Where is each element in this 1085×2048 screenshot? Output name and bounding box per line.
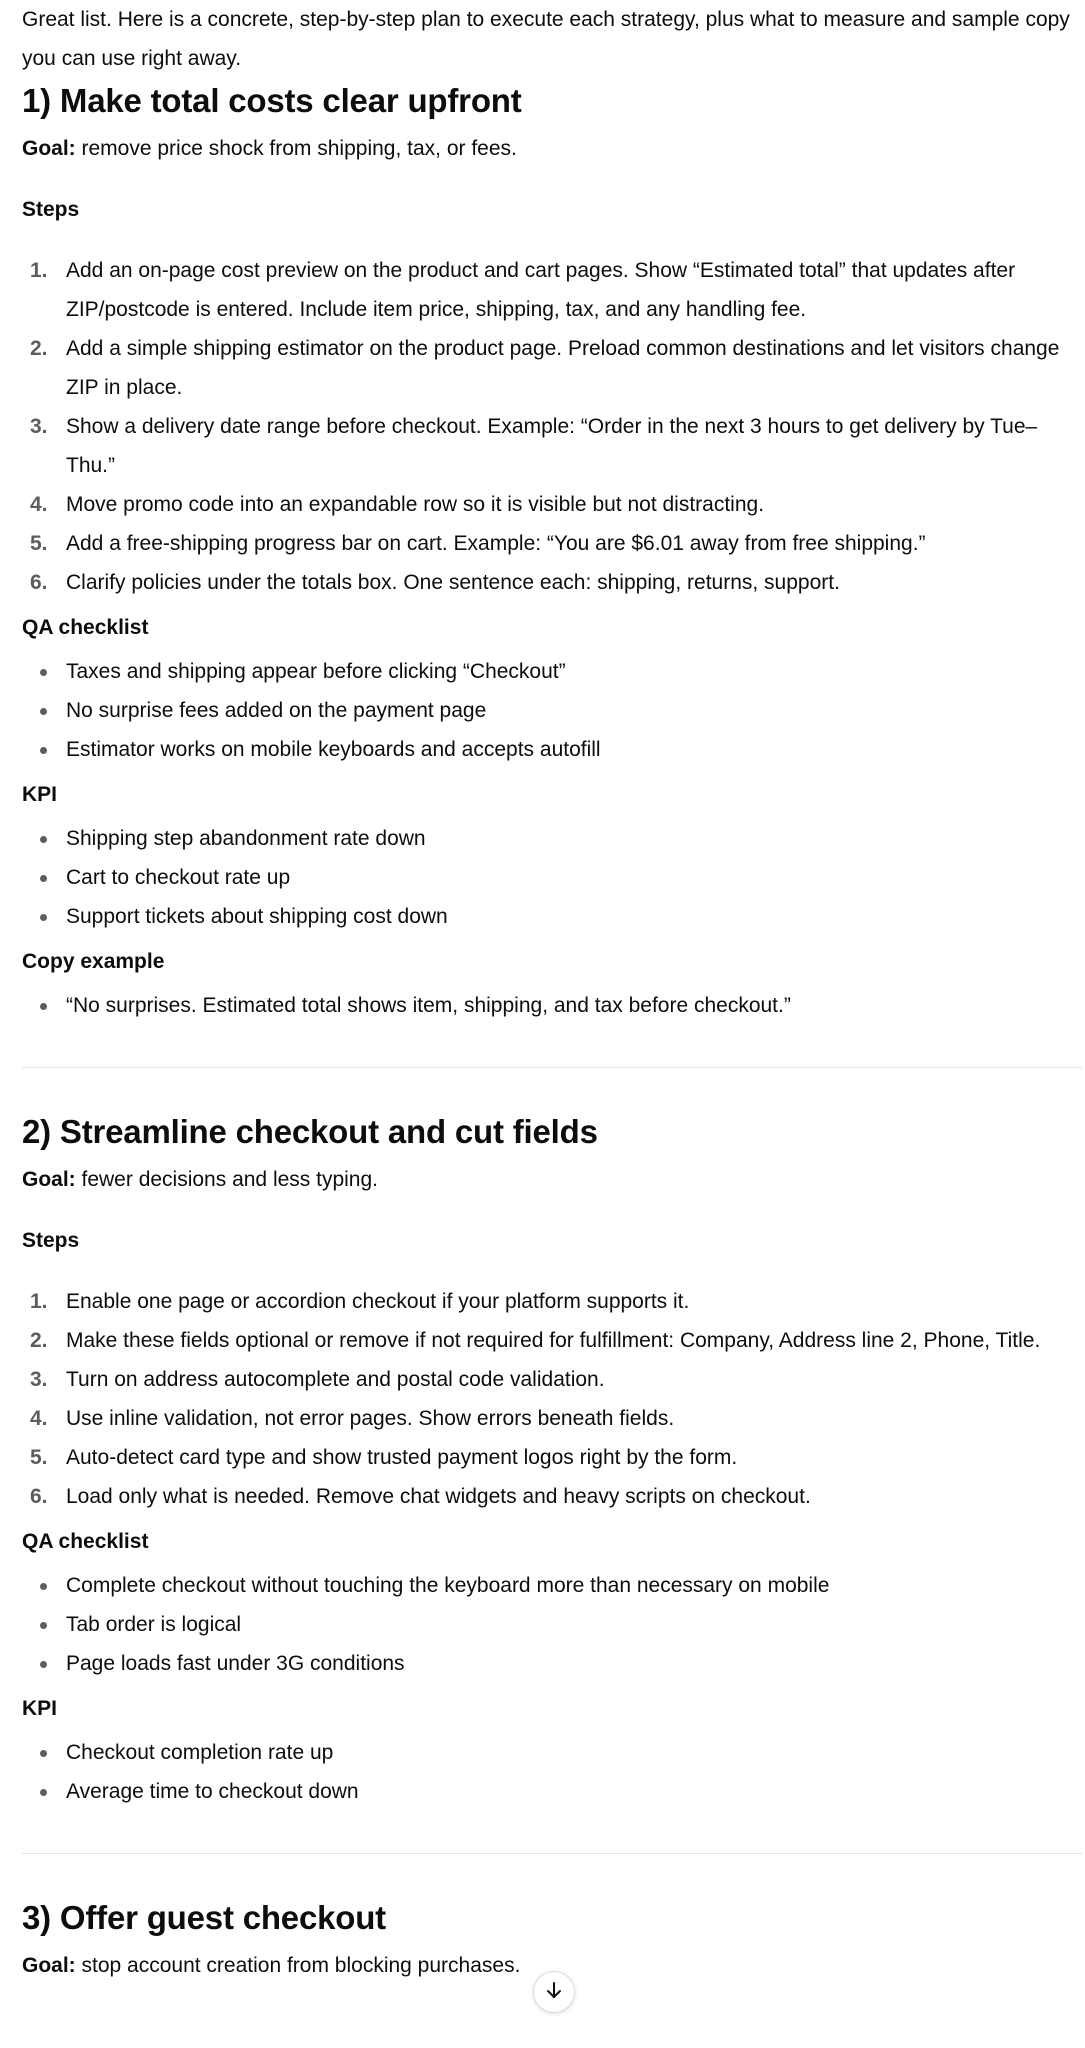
copy-list	[22, 986, 1082, 1025]
section-divider	[22, 1067, 1082, 1068]
qa-list	[22, 1566, 1082, 1683]
list-item: Complete checkout without touching the keyboard more than necessary on mobile	[22, 1566, 1082, 1605]
kpi-list	[22, 819, 1082, 936]
list-item: Support tickets about shipping cost down	[22, 897, 1082, 936]
list-item: No surprise fees added on the payment page	[22, 691, 1082, 730]
list-item: Page loads fast under 3G conditions	[22, 1644, 1082, 1683]
goal-text: stop account creation from blocking purchases.	[75, 1954, 521, 1977]
goal-label: Goal:	[22, 1954, 76, 1977]
section-heading: 3) Offer guest checkout	[22, 1899, 386, 1936]
list-item: Tab order is logical	[22, 1605, 1082, 1644]
goal-label: Goal:	[22, 137, 76, 160]
qa-heading: QA checklist	[22, 616, 149, 639]
goal-label: Goal:	[22, 1168, 76, 1191]
list-item: 4. Use inline validation, not error pages. Show errors beneath fields.	[30, 1407, 675, 1430]
list-item: 2. Make these fields optional or remove if not required for fulfillment: Company, Address line 2, Phone, Title.	[30, 1329, 1041, 1352]
list-item: Average time to checkout down	[22, 1772, 1082, 1811]
goal-line	[22, 129, 1082, 168]
qa-list	[22, 652, 1082, 769]
list-item: 3. Show a delivery date range before checkout. Example: “Order in the next 3 hours to get delivery by Tue–Thu.”	[30, 415, 1038, 477]
kpi-heading: KPI	[22, 1697, 58, 1720]
list-item: 6. Clarify policies under the totals box. One sentence each: shipping, returns, support.	[30, 571, 840, 594]
section-heading: 1) Make total costs clear upfront	[22, 82, 522, 119]
steps-heading: Steps	[22, 1229, 80, 1252]
steps-list	[22, 251, 1082, 602]
scroll-to-bottom-button[interactable]	[533, 1971, 575, 2013]
goal-text: fewer decisions and less typing.	[75, 1168, 378, 1191]
section-divider	[22, 1853, 1082, 1854]
goal-line	[22, 1160, 1082, 1199]
list-item: 5. Auto-detect card type and show trusted payment logos right by the form.	[30, 1446, 738, 1469]
kpi-list	[22, 1733, 1082, 1811]
section-heading: 2) Streamline checkout and cut fields	[22, 1113, 598, 1150]
list-item: Shipping step abandonment rate down	[22, 819, 1082, 858]
list-item: Estimator works on mobile keyboards and accepts autofill	[22, 730, 1082, 769]
qa-heading: QA checklist	[22, 1530, 149, 1553]
list-item: “No surprises. Estimated total shows item, shipping, and tax before checkout.”	[22, 986, 1082, 1025]
steps-list	[22, 1282, 1082, 1516]
list-item: 4. Move promo code into an expandable row so it is visible but not distracting.	[30, 493, 765, 516]
list-item: 2. Add a simple shipping estimator on the product page. Preload common destinations and let visitors change ZIP in place.	[30, 337, 1060, 399]
list-item: 6. Load only what is needed. Remove chat widgets and heavy scripts on checkout.	[30, 1485, 811, 1508]
arrow-down-icon	[543, 1979, 565, 2006]
kpi-heading: KPI	[22, 783, 58, 806]
list-item: Taxes and shipping appear before clicking “Checkout”	[22, 652, 1082, 691]
chat-message	[22, 0, 1082, 1985]
list-item: 5. Add a free-shipping progress bar on cart. Example: “You are $6.01 away from free shipping.”	[30, 532, 926, 555]
steps-heading: Steps	[22, 198, 80, 221]
list-item: 3. Turn on address autocomplete and postal code validation.	[30, 1368, 605, 1391]
list-item: Cart to checkout rate up	[22, 858, 1082, 897]
list-item: 1. Add an on-page cost preview on the product and cart pages. Show “Estimated total” that updates after ZIP/postcode is entered. Include item price, shipping, tax, and any handling fee.	[30, 259, 1016, 321]
list-item: 1. Enable one page or accordion checkout if your platform supports it.	[30, 1290, 690, 1313]
copy-heading: Copy example	[22, 950, 165, 973]
intro-paragraph: Great list. Here is a concrete, step-by-step plan to execute each strategy, plus what to measure and sample copy you can use right away.	[22, 8, 1070, 70]
list-item: Checkout completion rate up	[22, 1733, 1082, 1772]
goal-text: remove price shock from shipping, tax, or fees.	[75, 137, 517, 160]
